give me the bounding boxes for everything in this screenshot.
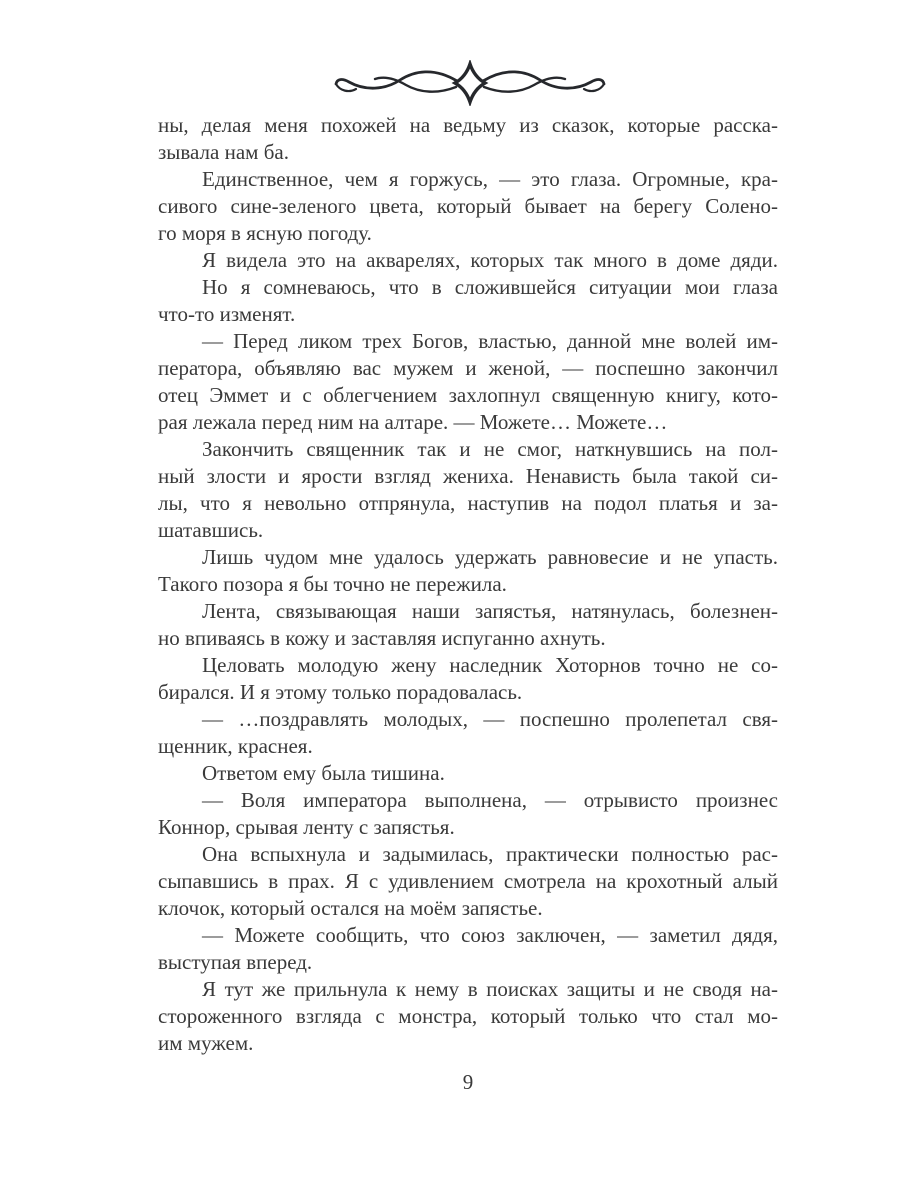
text-line: Такого позора я бы точно не пережила.	[158, 572, 507, 596]
text-line: — Можете сообщить, что союз заключен, — заметил дядя,	[202, 923, 778, 947]
text-line: Лишь чудом мне удалось удержать равновесие и не упасть.	[202, 545, 778, 569]
text-line: сивого сине-зеленого цвета, который бывает на берегу Солено-	[158, 194, 778, 218]
flourish-divider-icon	[334, 60, 606, 106]
text-line: ператора, объявляю вас мужем и женой, — поспешно закончил	[158, 356, 778, 380]
text-line: лы, что я невольно отпрянула, наступив на подол платья и за-	[158, 491, 778, 515]
text-line: — Воля императора выполнена, — отрывисто произнес	[202, 788, 778, 812]
text-line: Но я сомневаюсь, что в сложившейся ситуации мои глаза	[202, 275, 778, 299]
text-line: им мужем.	[158, 1031, 254, 1055]
text-line: что-то изменят.	[158, 302, 296, 326]
text-line: Ответом ему была тишина.	[202, 761, 445, 785]
text-line: Единственное, чем я горжусь, — это глаза. Огромные, кра-	[202, 167, 778, 191]
text-block	[158, 112, 778, 1057]
text-line: Она вспыхнула и задымилась, практически полностью рас-	[202, 842, 778, 866]
text-line: Я видела это на акварелях, которых так много в доме дяди.	[202, 248, 778, 272]
text-line: го моря в ясную погоду.	[158, 221, 372, 245]
text-line: клочок, который остался на моём запястье.	[158, 896, 543, 920]
text-line: отец Эммет и с облегчением захлопнул священную книгу, кото-	[158, 383, 778, 407]
text-line: Закончить священник так и не смог, наткнувшись на пол-	[202, 437, 778, 461]
text-line: бирался. И я этому только порадовалась.	[158, 680, 523, 704]
text-line: — …поздравлять молодых, — поспешно пролепетал свя-	[202, 707, 778, 731]
text-line: стороженного взгляда с монстра, который только что стал мо-	[158, 1004, 778, 1028]
text-line: щенник, краснея.	[158, 734, 313, 758]
text-line: выступая вперед.	[158, 950, 313, 974]
text-line: шатавшись.	[158, 518, 264, 542]
text-line: но впиваясь в кожу и заставляя испуганно ахнуть.	[158, 626, 606, 650]
text-line: сыпавшись в прах. Я с удивлением смотрела на крохотный алый	[158, 869, 778, 893]
text-line: — Перед ликом трех Богов, властью, данной мне волей им-	[202, 329, 778, 353]
text-line: Я тут же прильнула к нему в поисках защиты и не сводя на-	[202, 977, 778, 1001]
text-line: Лента, связывающая наши запястья, натянулась, болезнен-	[202, 599, 778, 623]
page-number: 9	[462, 1070, 474, 1094]
text-line: рая лежала перед ним на алтаре. — Можете… Можете…	[158, 410, 668, 434]
text-line: Целовать молодую жену наследник Хоторнов точно не со-	[202, 653, 778, 677]
text-line: Коннор, срывая ленту с запястья.	[158, 815, 455, 839]
text-line: ный злости и ярости взгляд жениха. Ненависть была такой си-	[158, 464, 778, 488]
text-line: ны, делая меня похожей на ведьму из сказок, которые расска-	[158, 113, 778, 137]
text-line: зывала нам ба.	[158, 140, 289, 164]
